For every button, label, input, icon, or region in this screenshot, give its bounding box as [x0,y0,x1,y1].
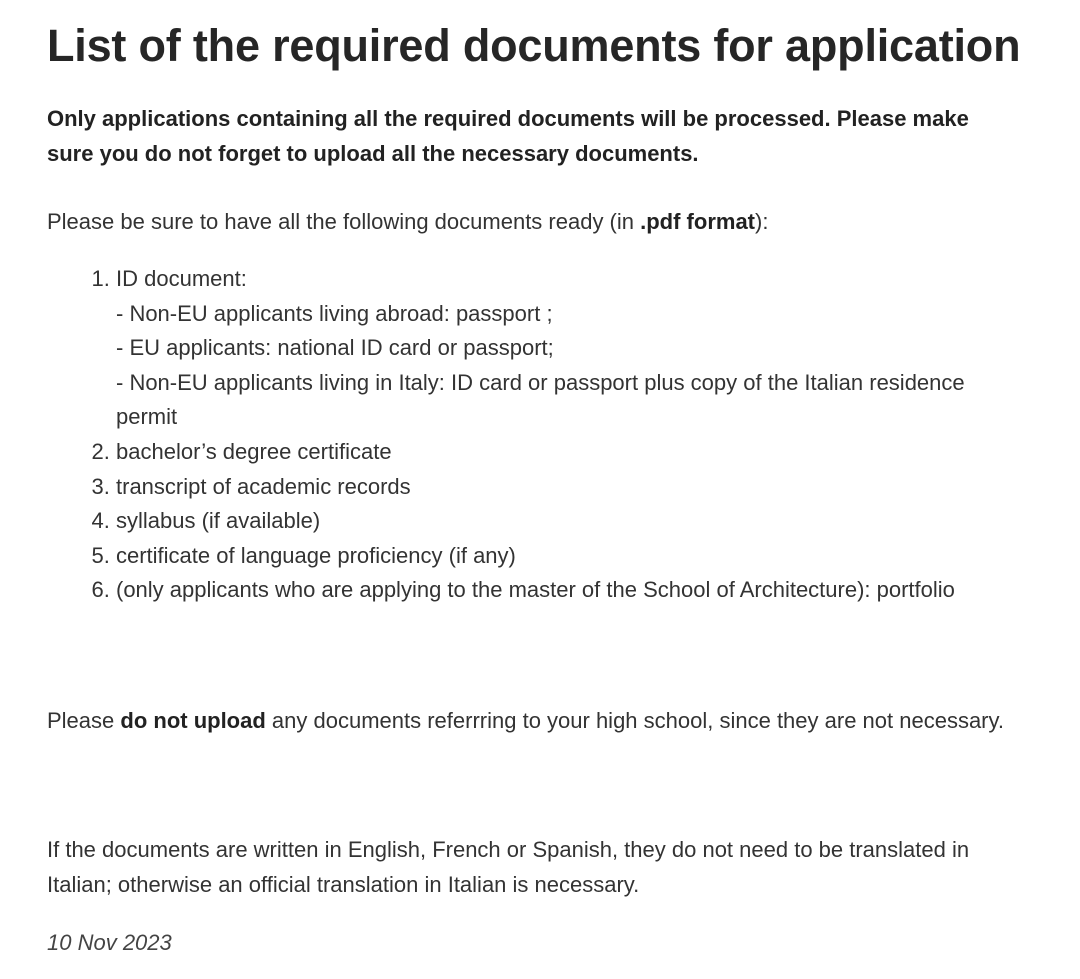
list-item-label: syllabus (if available) [116,508,321,534]
list-item-label: transcript of academic records [116,473,411,499]
list-item [116,470,1016,505]
list-item-label: (only applicants who are applying to the master of the School of Architecture): portfolio [116,577,955,603]
lead-bold: .pdf format [640,209,756,234]
lead-text [47,204,1027,239]
list-item-label: certificate of language proficiency (if any) [116,542,516,568]
note-after: any documents referrring to your high school, since they are not necessary. [265,708,1004,733]
list-item [116,573,1016,608]
lead-before: Please be sure to have all the following documents ready (in [47,209,641,234]
documents-list [47,262,1016,608]
list-item [116,262,1016,435]
note-bold: do not upload [120,708,266,733]
list-item [116,435,1016,470]
page-title: List of the required documents for application [47,20,1021,71]
list-subitem: - EU applicants: national ID card or passport; [116,335,554,361]
publish-date: 10 Nov 2023 [47,930,172,955]
list-subitem: - Non-EU applicants living abroad: passport ; [116,300,553,326]
list-subitem: - Non-EU applicants living in Italy: ID card or passport plus copy of the Italian residence permit [116,369,965,430]
list-item-label: ID document: [116,266,247,291]
translation-note: If the documents are written in English, French or Spanish, they do not need to be translated in Italian; otherwise an official translation in Italian is necessary. [47,837,970,897]
high-school-note [47,703,1007,738]
list-item-label: bachelor’s degree certificate [116,438,392,464]
note-before: Please [47,708,121,733]
list-item [116,504,1016,539]
list-item [116,539,1016,574]
lead-after: ): [755,209,769,234]
intro-warning: Only applications containing all the required documents will be processed. Please make sure you do not forget to upload all the necessary documents. [47,106,969,166]
